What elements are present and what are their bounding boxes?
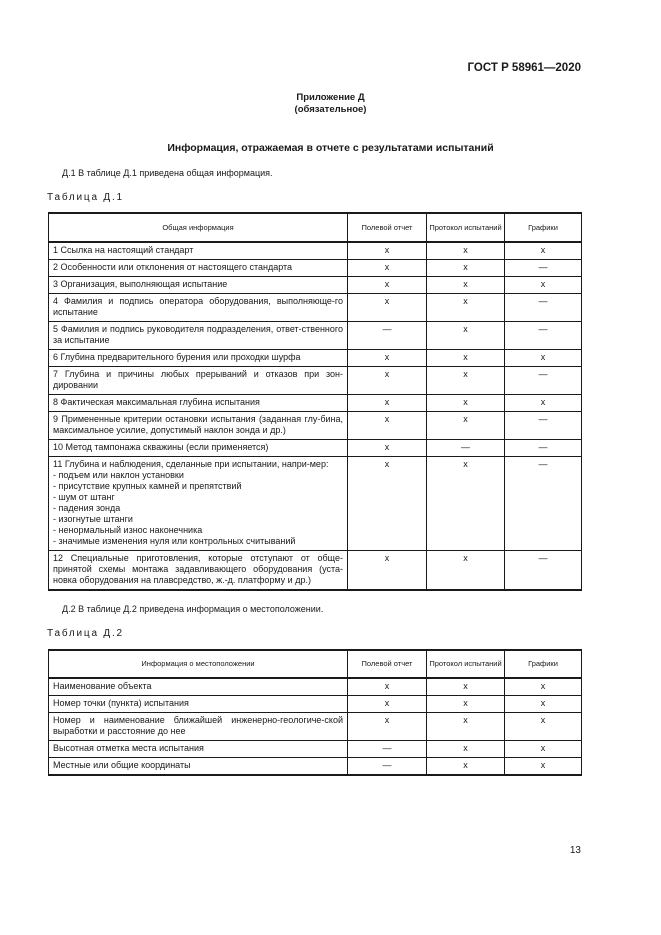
observation-list: [53, 470, 343, 547]
column-header: Полевой отчет: [348, 650, 427, 678]
table-row: [49, 260, 582, 277]
row-mark: x: [427, 350, 505, 367]
row-mark: —: [505, 322, 582, 350]
column-header: Протокол испытаний: [427, 650, 505, 678]
row-description-text: 10 Метод тампонажа скважины (если применяется): [53, 442, 269, 452]
row-description: [49, 440, 348, 457]
row-mark: x: [348, 395, 427, 412]
table-row: [49, 242, 582, 260]
row-description: [49, 457, 348, 551]
row-description-text: Номер и наименование ближайшей инженерно-геологиче-ской выработки и расстояние до нее: [53, 715, 343, 736]
column-header: Общая информация: [49, 213, 348, 242]
table-row: [49, 277, 582, 294]
row-description-text: 12 Специальные приготовления, которые отступают от обще-принятой схемы монтажа задавливающего оборудования (уста-новка оборудования на плавсредство, ж.-д. платформу и др.): [53, 553, 343, 585]
row-mark: x: [427, 696, 505, 713]
column-header: Полевой отчет: [348, 213, 427, 242]
row-description: [49, 350, 348, 367]
annex-title: Приложение Д: [296, 92, 365, 103]
row-mark: x: [427, 367, 505, 395]
column-header: Графики: [505, 650, 582, 678]
row-description: [49, 412, 348, 440]
row-mark: —: [505, 551, 582, 591]
row-mark: x: [505, 277, 582, 294]
row-mark: —: [348, 758, 427, 776]
table-row: [49, 741, 582, 758]
row-mark: x: [505, 350, 582, 367]
row-mark: x: [505, 741, 582, 758]
row-mark: x: [427, 713, 505, 741]
document-code: ГОСТ Р 58961—2020: [467, 62, 581, 74]
row-mark: x: [348, 551, 427, 591]
row-mark: x: [348, 713, 427, 741]
row-description-text: 11 Глубина и наблюдения, сделанные при испытании, напри-мер:: [53, 459, 329, 469]
row-mark: x: [348, 277, 427, 294]
row-mark: x: [427, 294, 505, 322]
row-description-text: 8 Фактическая максимальная глубина испытания: [53, 397, 260, 407]
row-description-text: Местные или общие координаты: [53, 760, 191, 770]
row-mark: x: [427, 277, 505, 294]
row-description-text: 9 Примененные критерии остановки испытания (заданная глу-бина, максимальное усилие, допустимый наклон зонда и др.): [53, 414, 343, 435]
row-mark: x: [348, 412, 427, 440]
table-row: [49, 696, 582, 713]
table-row: [49, 294, 582, 322]
row-mark: —: [505, 412, 582, 440]
row-mark: x: [348, 440, 427, 457]
row-description: [49, 395, 348, 412]
table-row: [49, 412, 582, 440]
column-header: Графики: [505, 213, 582, 242]
row-description: [49, 551, 348, 591]
table-row: [49, 713, 582, 741]
row-mark: x: [505, 758, 582, 776]
row-mark: x: [427, 412, 505, 440]
row-mark: x: [427, 551, 505, 591]
row-mark: x: [427, 678, 505, 696]
row-description: [49, 678, 348, 696]
row-description: [49, 242, 348, 260]
table-row: [49, 322, 582, 350]
list-item: - значимые изменения нуля или контрольных считываний: [53, 536, 296, 546]
table-row: [49, 678, 582, 696]
row-mark: x: [348, 696, 427, 713]
row-description-text: 2 Особенности или отклонения от настоящего стандарта: [53, 262, 293, 272]
table-header-row: [49, 213, 582, 242]
row-mark: —: [348, 741, 427, 758]
row-description-text: Высотная отметка места испытания: [53, 743, 204, 753]
table-row: [49, 457, 582, 551]
table-row: [49, 758, 582, 776]
table-row: [49, 367, 582, 395]
annex-heading: [0, 92, 661, 116]
row-description: [49, 277, 348, 294]
row-mark: x: [348, 260, 427, 277]
paragraph-d1: Д.1 В таблице Д.1 приведена общая информация.: [62, 168, 273, 178]
row-description: [49, 294, 348, 322]
row-description-text: Номер точки (пункта) испытания: [53, 698, 189, 708]
table-d1: [48, 212, 582, 591]
table-d1-caption: Таблица Д.1: [47, 192, 124, 203]
row-mark: x: [427, 260, 505, 277]
table-d2-caption: Таблица Д.2: [47, 628, 124, 639]
row-description-text: 4 Фамилия и подпись оператора оборудования, выполняюще-го испытание: [53, 296, 343, 317]
table-d2: [48, 649, 582, 776]
row-description-text: 5 Фамилия и подпись руководителя подразделения, ответ-ственного за испытание: [53, 324, 343, 345]
row-description: [49, 260, 348, 277]
row-description: [49, 322, 348, 350]
row-mark: x: [427, 758, 505, 776]
list-item: - подъем или наклон установки: [53, 470, 184, 480]
row-description-text: 1 Ссылка на настоящий стандарт: [53, 245, 194, 255]
row-mark: x: [427, 395, 505, 412]
page-number: 13: [569, 845, 581, 856]
row-description: [49, 367, 348, 395]
annex-subtitle: (обязательное): [294, 104, 367, 115]
row-description-text: 7 Глубина и причины любых прерываний и отказов при зон-дировании: [53, 369, 343, 390]
row-mark: x: [348, 678, 427, 696]
row-mark: —: [427, 440, 505, 457]
row-mark: x: [505, 242, 582, 260]
row-mark: —: [505, 440, 582, 457]
table-row: [49, 440, 582, 457]
row-mark: x: [505, 713, 582, 741]
paragraph-d2: Д.2 В таблице Д.2 приведена информация о местоположении.: [62, 604, 324, 614]
row-mark: —: [505, 294, 582, 322]
row-description-text: Наименование объекта: [53, 681, 152, 691]
row-mark: x: [505, 395, 582, 412]
row-mark: x: [348, 294, 427, 322]
table-row: [49, 395, 582, 412]
row-mark: x: [427, 741, 505, 758]
row-mark: —: [505, 367, 582, 395]
row-mark: —: [505, 457, 582, 551]
table-row: [49, 350, 582, 367]
list-item: - падения зонда: [53, 503, 121, 513]
list-item: - присутствие крупных камней и препятствий: [53, 481, 242, 491]
row-mark: x: [427, 242, 505, 260]
row-description: [49, 696, 348, 713]
row-mark: —: [348, 322, 427, 350]
row-mark: x: [427, 457, 505, 551]
row-description: [49, 713, 348, 741]
list-item: - шум от штанг: [53, 492, 115, 502]
section-title: Информация, отражаемая в отчете с результатами испытаний: [167, 142, 494, 154]
row-mark: x: [505, 678, 582, 696]
list-item: - ненормальный износ наконечника: [53, 525, 203, 535]
row-mark: x: [427, 322, 505, 350]
row-mark: x: [505, 696, 582, 713]
row-mark: —: [505, 260, 582, 277]
table-header-row: [49, 650, 582, 678]
row-mark: x: [348, 367, 427, 395]
list-item: - изогнутые штанги: [53, 514, 133, 524]
row-mark: x: [348, 457, 427, 551]
row-mark: x: [348, 350, 427, 367]
row-description-text: 6 Глубина предварительного бурения или проходки шурфа: [53, 352, 301, 362]
column-header: Информация о местоположении: [49, 650, 348, 678]
row-description: [49, 758, 348, 776]
row-description-text: 3 Организация, выполняющая испытание: [53, 279, 228, 289]
row-description: [49, 741, 348, 758]
column-header: Протокол испытаний: [427, 213, 505, 242]
row-mark: x: [348, 242, 427, 260]
table-row: [49, 551, 582, 591]
